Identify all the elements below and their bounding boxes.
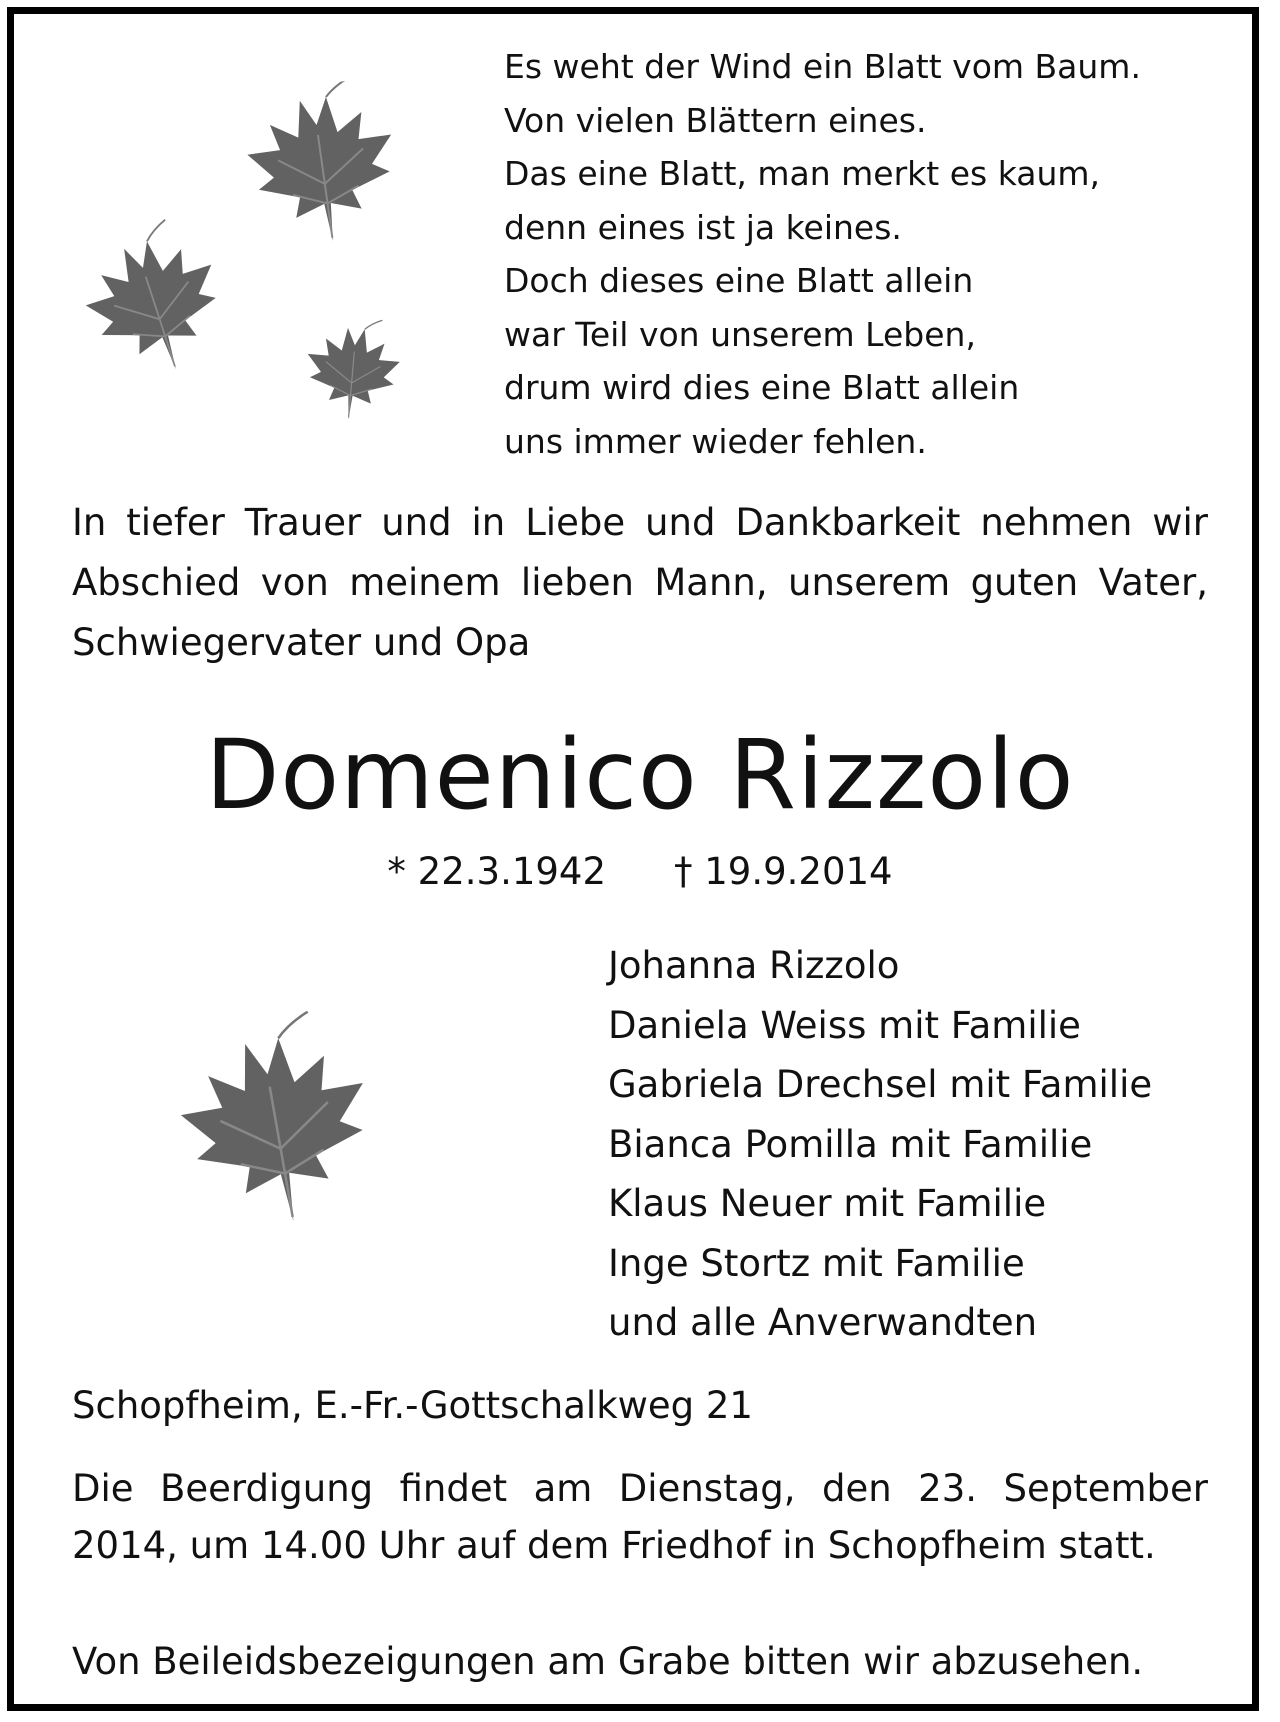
mourner-item: Klaus Neuer mit Familie <box>608 1182 1047 1225</box>
poem-line: Von vielen Blättern eines. <box>504 100 927 140</box>
poem-line: Das eine Blatt, man merkt es kaum, <box>504 154 1100 193</box>
mourner-item: und alle Anverwandten <box>608 1301 1038 1344</box>
poem-line: uns immer wieder fehlen. <box>504 421 927 461</box>
intro-text: In tiefer Trauer und in Liebe und Dankbarkeit nehmen wir Abschied von meinem lieben Mann, unserem guten Vater, Schwiegervater und Opa <box>72 501 1208 664</box>
funeral-notice: Die Beerdigung findet am Dienstag, den 23. September 2014, um 14.00 Uhr auf dem Friedhof in Schopfheim statt. <box>72 1467 1208 1567</box>
mourners-list <box>608 936 1248 1353</box>
birth-date: * 22.3.1942 <box>387 850 606 893</box>
mourner-item: Johanna Rizzolo <box>608 944 900 987</box>
address: Schopfheim, E.-Fr.-Gottschalkweg 21 <box>72 1384 753 1427</box>
mourner-item: Gabriela Drechsel mit Familie <box>608 1063 1153 1106</box>
poem-line: Es weht der Wind ein Blatt vom Baum. <box>504 47 1141 86</box>
poem <box>504 40 1204 468</box>
deceased-name: Domenico Rizzolo <box>205 719 1075 831</box>
mourner-item: Inge Stortz mit Familie <box>608 1241 1025 1285</box>
closing-note: Von Beileidsbezeigungen am Grabe bitten wir abzusehen. <box>72 1640 1144 1683</box>
maple-leaf-icon <box>295 306 410 440</box>
poem-line: drum wird dies eine Blatt allein <box>504 368 1020 407</box>
poem-line: war Teil von unserem Leben, <box>504 314 976 354</box>
life-dates <box>0 844 1280 900</box>
poem-line: denn eines ist ja keines. <box>504 207 902 247</box>
mourner-item: Daniela Weiss mit Familie <box>608 1003 1081 1047</box>
poem-line: Doch dieses eine Blatt allein <box>504 261 974 300</box>
death-date: † 19.9.2014 <box>674 850 893 893</box>
maple-leaf-icon <box>154 1001 399 1254</box>
maple-leaf-icon <box>229 74 415 260</box>
mourner-item: Bianca Pomilla mit Familie <box>608 1122 1093 1166</box>
